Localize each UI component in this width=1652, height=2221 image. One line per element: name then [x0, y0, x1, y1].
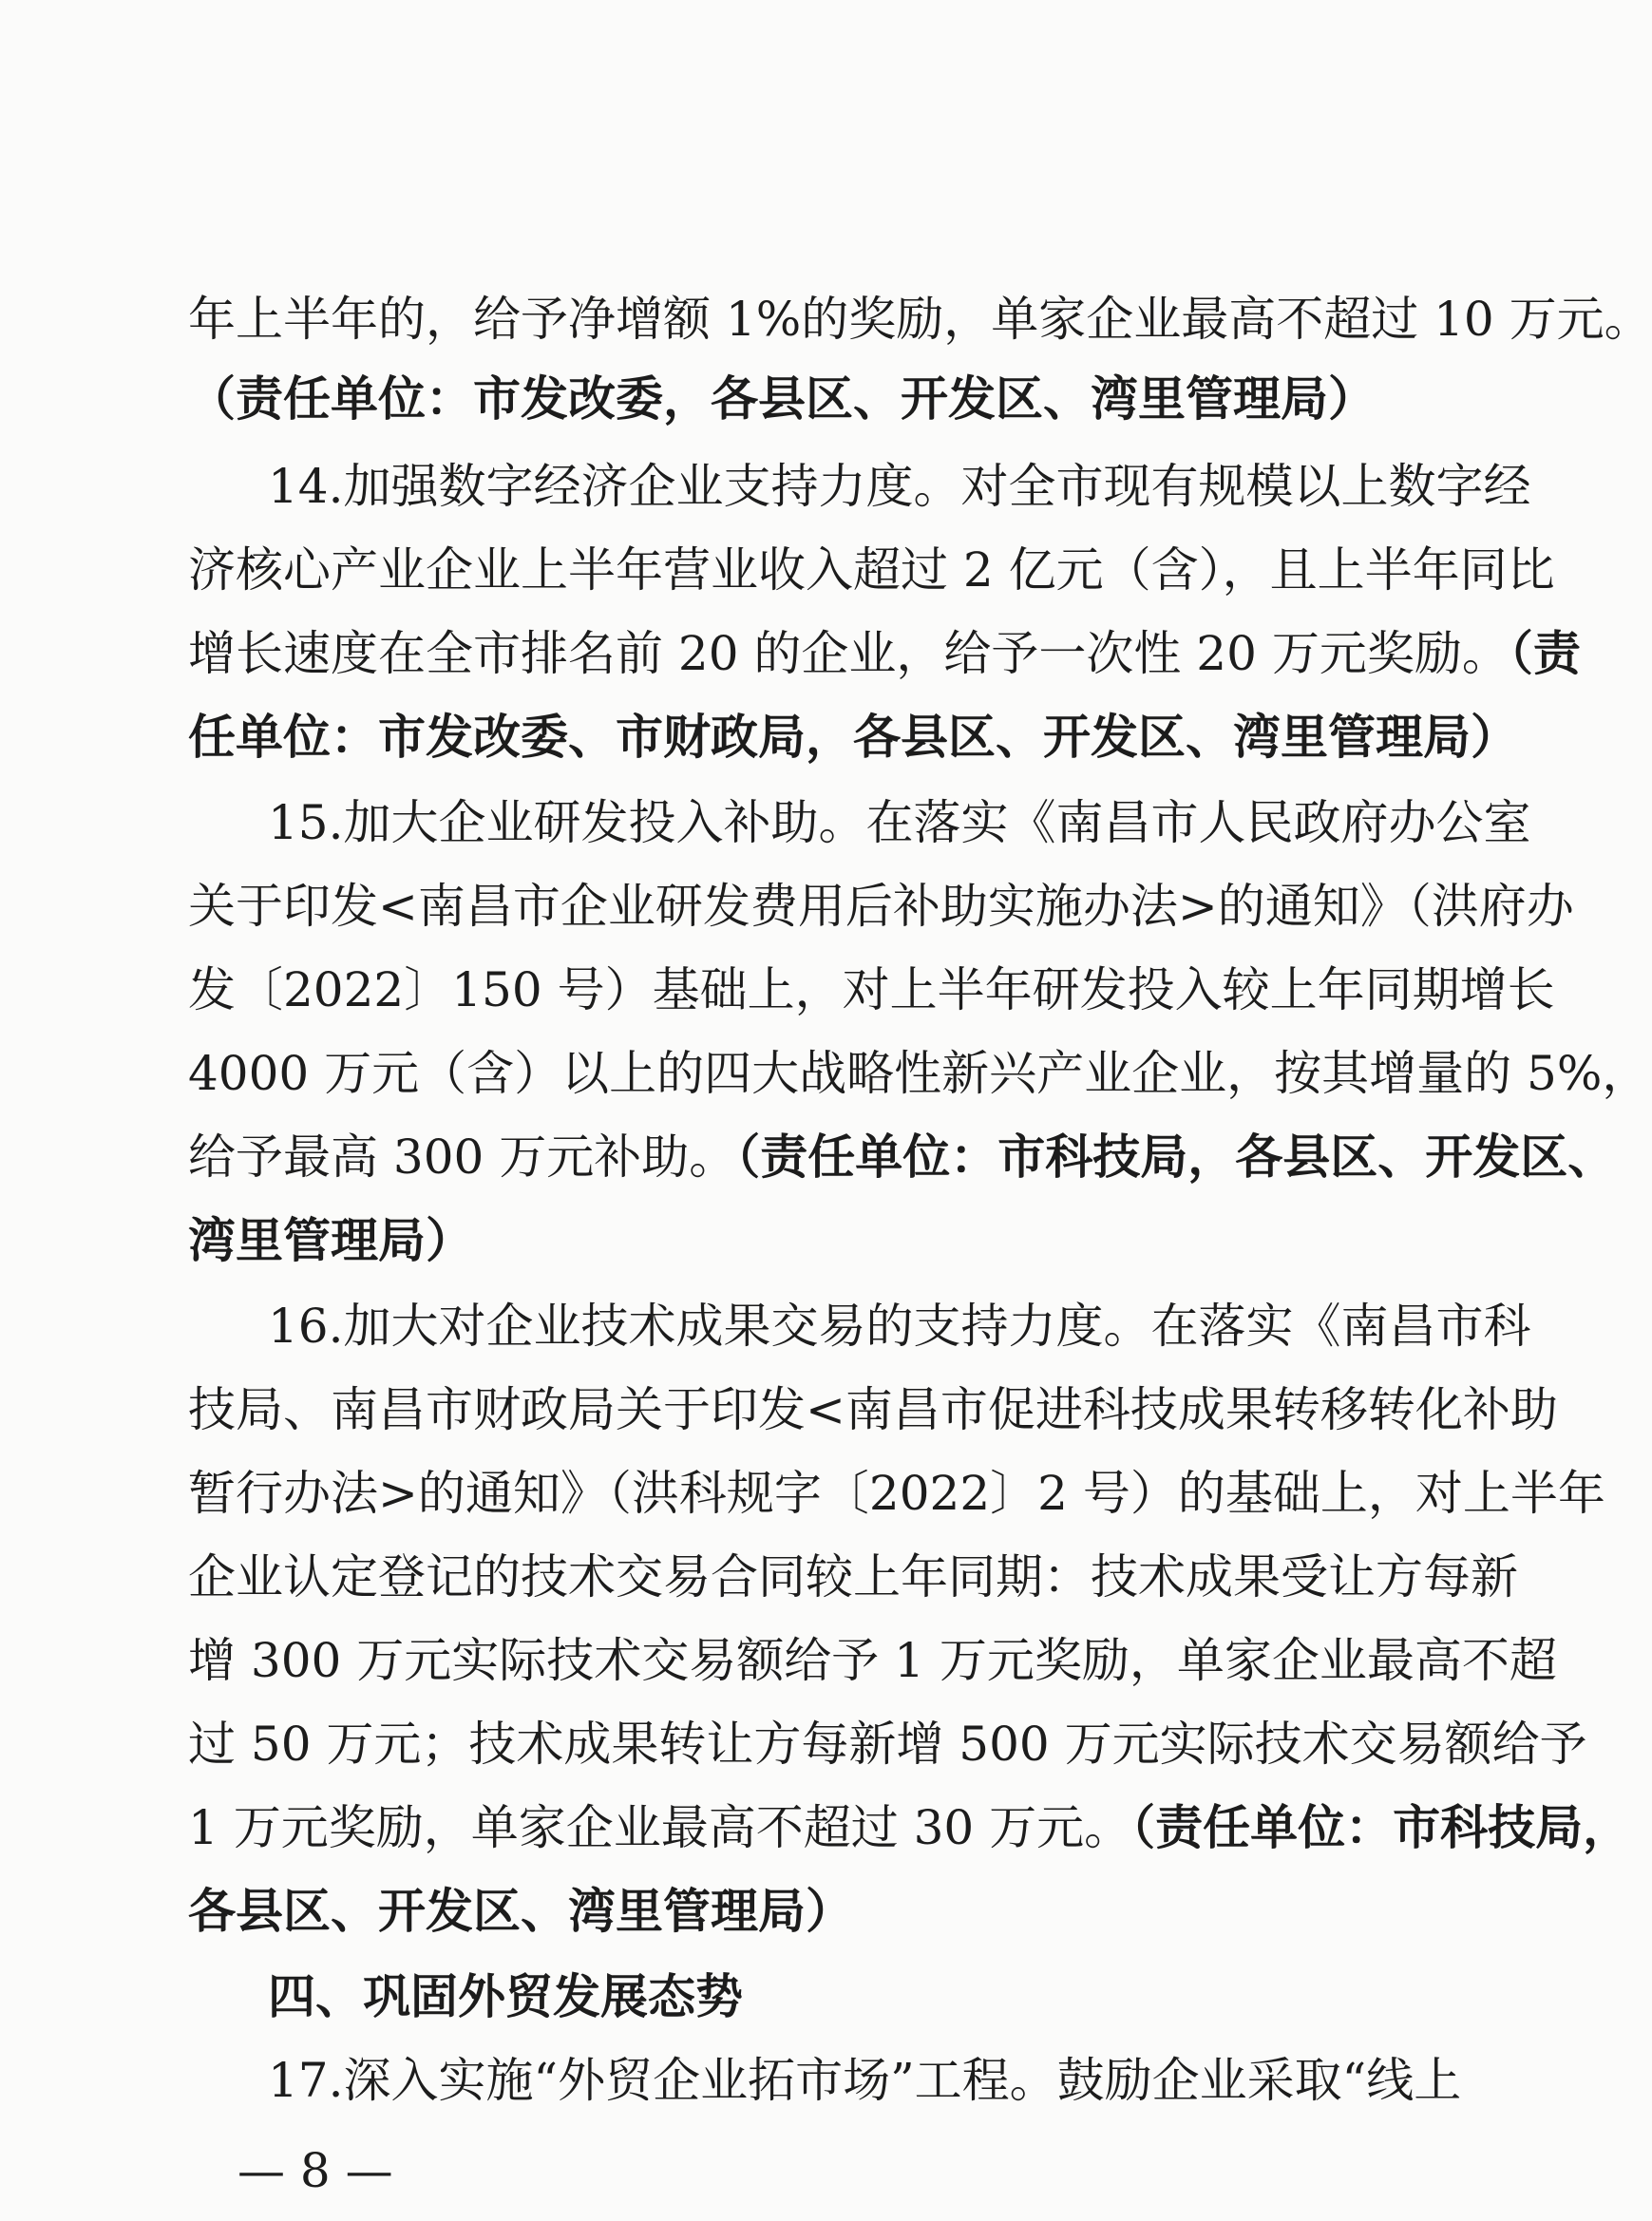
section-heading: 四、巩固外贸发展态势: [268, 1969, 743, 2024]
item-16-heading: 16.加大对企业技术成果交易的支持力度。在落实《南昌市科: [268, 1299, 1531, 1354]
text-segment: 给予最高 300 万元补助。: [188, 1129, 737, 1185]
text-line: [188, 1790, 1631, 1866]
responsible-units: 各县区、开发区、湾里管理局）: [188, 1884, 853, 1939]
responsible-units: （责任单位：市发改委，各县区、开发区、湾里管理局）: [188, 371, 1376, 427]
item-15-heading: 15.加大企业研发投入补助。在落实《南昌市人民政府办公室: [268, 795, 1531, 850]
text-line: [188, 616, 1581, 692]
responsible-units: 湾里管理局）: [188, 1213, 473, 1268]
responsible-units: （责: [1509, 626, 1581, 681]
text-segment: 增长速度在全市排名前 20 的企业，给予一次性 20 万元奖励。: [188, 626, 1510, 681]
responsible-units: （责任单位：市科技局，: [1131, 1800, 1631, 1855]
item-17-heading: 17.深入实施“外贸企业拓市场”工程。鼓励企业采取“线上: [268, 2053, 1462, 2108]
text-line: 暂行办法>的通知》（洪科规字〔2022〕2 号）的基础上，对上半年: [188, 1466, 1605, 1521]
responsible-units: （责任单位：市科技局，各县区、开发区、: [736, 1129, 1616, 1185]
responsible-units: 任单位：市发改委、市财政局，各县区、开发区、湾里管理局）: [188, 710, 1518, 765]
text-segment: 1 万元奖励，单家企业最高不超过 30 万元。: [188, 1800, 1132, 1855]
text-line: 企业认定登记的技术交易合同较上年同期：技术成果受让方每新: [188, 1549, 1518, 1604]
text-line: 关于印发<南昌市企业研发费用后补助实施办法>的通知》（洪府办: [188, 879, 1574, 934]
text-line: 年上半年的，给予净增额 1%的奖励，单家企业最高不超过 10 万元。: [188, 292, 1652, 347]
text-line: 增 300 万元实际技术交易额给予 1 万元奖励，单家企业最高不超: [188, 1633, 1557, 1688]
text-line: 济核心产业企业上半年营业收入超过 2 亿元（含），且上半年同比: [188, 542, 1555, 598]
page-number: — 8 —: [237, 2143, 393, 2198]
text-line: [188, 1119, 1616, 1195]
text-line: 过 50 万元；技术成果转让方每新增 500 万元实际技术交易额给予: [188, 1717, 1587, 1772]
text-line: 技局、南昌市财政局关于印发<南昌市促进科技成果转移转化补助: [188, 1382, 1558, 1437]
item-14-heading: 14.加强数字经济企业支持力度。对全市现有规模以上数字经: [268, 459, 1531, 514]
text-line: 发〔2022〕150 号）基础上，对上半年研发投入较上年同期增长: [188, 962, 1555, 1017]
text-line: 4000 万元（含）以上的四大战略性新兴产业企业，按其增量的 5%，: [188, 1046, 1650, 1101]
